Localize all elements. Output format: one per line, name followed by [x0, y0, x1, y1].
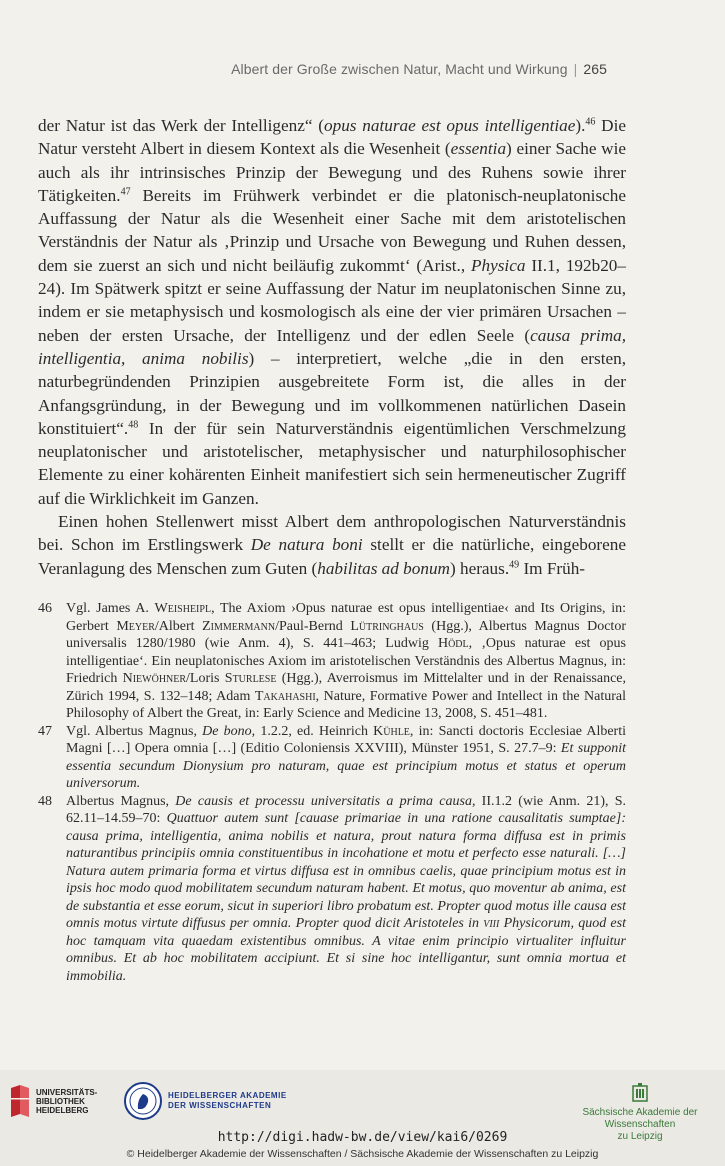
footnote-number: 46: [38, 601, 52, 616]
text-run: stellt er die natürliche, eingeborene Veranlagung des Menschen zum Guten (: [38, 535, 626, 578]
latin-quote: Et supponit essentia secundum Dionysium pro naturam, quae est principium motus et status et operum universorum.: [66, 741, 626, 791]
footnote-text: [66, 600, 626, 723]
latin-term: essentia: [450, 139, 507, 159]
text-run: In der für sein Naturverständnis eigentümlichen Verschmelzung neuplatonischer und aristotelischer, metaphysischer und naturphilosophischer Elemente zu einer kohärenten Einheit manifestiert sich sein hermeneutischer Zugriff auf die Wirklichkeit im Ganzen.: [38, 418, 626, 508]
text-run: Vgl. Albertus Magnus,: [66, 723, 203, 739]
text-run: , ‚Opus naturae est opus intelligentiae‘. Ein neuplatonisches Axiom im aristotelischen Verständnis des Albertus Magnus, in: Friedrich: [66, 636, 626, 686]
running-title: Albert der Große zwischen Natur, Macht und Wirkung: [231, 61, 568, 77]
latin-term: habilitas ad bonum: [317, 558, 450, 578]
text-run: ) – interpretiert, welche „die in den ersten, naturbegründenden Prinzipien ausgebreitete Form ist, die alles in der Anfangsgründung, in der Bewegung und im vollkommenen natürlichen Dasein konstituiert“.: [38, 348, 626, 438]
permalink-url[interactable]: http://digi.hadw-bw.de/view/kai6/0269: [217, 1130, 508, 1145]
latin-quote: Physicorum, quod est hoc tamquam vita quaedam existentibus omnibus. A vitae enim principio virtualiter influitur omnibus. Et ab hoc mobilitatem accipiunt. Et si sine hoc intelligantur, sunt omnia mortua et immobilia.: [66, 916, 626, 984]
page-number: 265: [583, 61, 607, 77]
text-run: (Hgg.), Albertus Magnus Doctor universalis 1280/1980 (wie Anm. 4), S. 441–463; Ludwig: [66, 618, 626, 651]
text-run: der Natur ist das Werk der Intelligenz“ (: [38, 116, 325, 135]
work-title: De causis et processu universitatis a prima causa: [175, 793, 472, 809]
footnote-ref-48[interactable]: 48: [128, 419, 139, 431]
header-separator: |: [573, 61, 578, 77]
text-run: Vgl. James A.: [66, 601, 155, 616]
ub-logo-line: HEIDELBERG: [36, 1105, 89, 1115]
text-run: , in: Sancti doctoris Ecclesiae Alberti Magni […] Opera omnia […] (Editio Coloniensis XXVIII), Münster 1951, S. 27.7–9:: [66, 723, 626, 756]
hadw-seal-icon: [124, 1082, 162, 1120]
text-run: Im Früh-: [519, 558, 586, 578]
author-name: Sturlese: [224, 671, 277, 686]
text-run: , Nature, Formative Power and Intellect in the Natural Philosophy of Albert the Great, in: Early Science and Medicine 13, 2008, S. 451–481.: [66, 688, 626, 721]
text-run: Die Natur versteht Albert in diesem Kontext als die Wesenheit (: [38, 116, 626, 159]
footnote-ref-47[interactable]: 47: [120, 186, 131, 198]
author-name: Hödl: [437, 636, 469, 651]
footnote-text: [66, 723, 626, 793]
ub-logo-line: UNIVERSITÄTS-: [36, 1087, 98, 1097]
main-text: [38, 114, 626, 580]
footnotes: [38, 600, 626, 985]
text-run: ) heraus.: [449, 558, 510, 578]
author-name: Kühle: [373, 723, 410, 739]
copyright-notice: © Heidelberger Akademie der Wissenschaften / Sächsische Akademie der Wissenschaften zu Leipzig: [126, 1148, 599, 1160]
running-header: [231, 61, 607, 77]
ub-logo-icon: [8, 1084, 32, 1118]
book-numeral: viii: [483, 916, 500, 931]
text-run: /Albert: [154, 618, 203, 634]
author-name: Weisheipl: [154, 601, 212, 616]
text-run: , The Axiom ›Opus naturae est opus intelligentiae‹ and Its Origins, in: Gerbert: [66, 601, 626, 634]
author-name: Takahashi: [254, 688, 316, 704]
text-run: ) einer Sache wie auch als ihr intrinsisches Prinzip der Bewegung und des Ruhens sowie ihrer Tätigkeiten.: [38, 139, 626, 205]
paragraph-1: [38, 114, 626, 510]
latin-term: causa prima, intelligentia, anima nobilis: [38, 325, 627, 368]
text-run: Bereits im Frühwerk verbindet er die platonisch-neuplatonische Auffassung der Natur als die Wesenheit einer Sache mit dem aristotelischen Verständnis der Natur als ‚Prinzip und Ursache von Bewegung und Ruhen dessen, dem sie zuerst an sich und nicht beiläufig zukommt‘ (Arist.,: [38, 185, 626, 275]
saw-logo-line: Sächsische Akademie der Wissenschaften: [582, 1107, 698, 1130]
author-name: Meyer: [116, 618, 155, 634]
ub-heidelberg-logo[interactable]: [8, 1084, 97, 1118]
text-run: /Loris: [186, 671, 225, 686]
saw-logo-line: zu Leipzig: [617, 1131, 663, 1142]
author-name: Niewöhner: [122, 671, 187, 686]
footnote-number: 47: [38, 723, 52, 739]
text-run: Einen hohen Stellenwert misst Albert dem anthropologischen Naturverständnis bei. Schon im Erstlingswerk: [38, 512, 626, 555]
text-run: /Paul-Bernd: [275, 618, 351, 634]
text-run: , II.1.2 (wie Anm. 21), S. 62.11–14.59–70:: [66, 793, 626, 826]
ub-logo-line: BIBLIOTHEK: [36, 1096, 85, 1106]
saw-building-icon: [631, 1083, 649, 1103]
hadw-logo-line: HEIDELBERGER AKADEMIE: [168, 1091, 287, 1100]
hadw-logo-text: [168, 1091, 287, 1111]
text-run: (Hgg.), Averroismus im Mittelalter und in der Renaissance, Zürich 1994, S. 132–148; Adam: [66, 671, 626, 704]
author-name: Lütringhaus: [350, 618, 424, 634]
hadw-logo[interactable]: [124, 1082, 287, 1120]
latin-quote: Quattuor autem sunt [cauase primariae in una ratione causalitatis sumptae]: causa prima, intelligentia, anima nobilis et natura, prout natura forma diffusa est in primis naturantibus principiis omnia constituentibus in incohatione et motu et perfecto esse naturali. […] Natura autem primaria forma et virtus diffusa est in omnibus caelis, quae principium motus est in ipsis hoc modo quod mobilitatem secundum naturam habent. Et motus, quo moventur ab anima, est de substantia et esse eorum, sicut in superiori libro probatum est. Propter quod motus ille causa est omnis motus virtute diffusus per omnia. Propter quod dicit Aristoteles in: [66, 811, 626, 931]
work-title: De natura boni: [250, 535, 363, 555]
paragraph-2: [38, 510, 626, 580]
footnote-47: [38, 723, 626, 793]
footnote-text: [66, 793, 626, 986]
ub-logo-text: [36, 1088, 97, 1115]
text-run: ).: [575, 116, 586, 135]
hadw-logo-line: DER WISSENSCHAFTEN: [168, 1101, 272, 1110]
footnote-ref-46[interactable]: 46: [585, 116, 596, 128]
text-run: II.1, 192b20–24). Im Spätwerk spitzt er seine Auffassung der Natur im neuplatonischen Sinne zu, indem er sie metaphysisch und kosmologisch als eine der vier primären Ursachen – neben der ersten Ursache, der Intelligenz und der edlen Seele (: [38, 255, 626, 345]
footnote-ref-49[interactable]: 49: [509, 558, 520, 570]
work-title: Physica: [471, 255, 526, 275]
text-run: , 1.2.2, ed. Heinrich: [251, 723, 374, 739]
author-name: Zimmermann: [202, 618, 276, 634]
footnote-number: 48: [38, 793, 52, 809]
latin-term: opus naturae est opus intelligentiae: [324, 116, 576, 135]
work-title: De bono: [202, 723, 252, 739]
text-run: Albertus Magnus,: [66, 793, 176, 809]
footnote-48: [38, 793, 626, 986]
footnote-46: [38, 600, 626, 723]
